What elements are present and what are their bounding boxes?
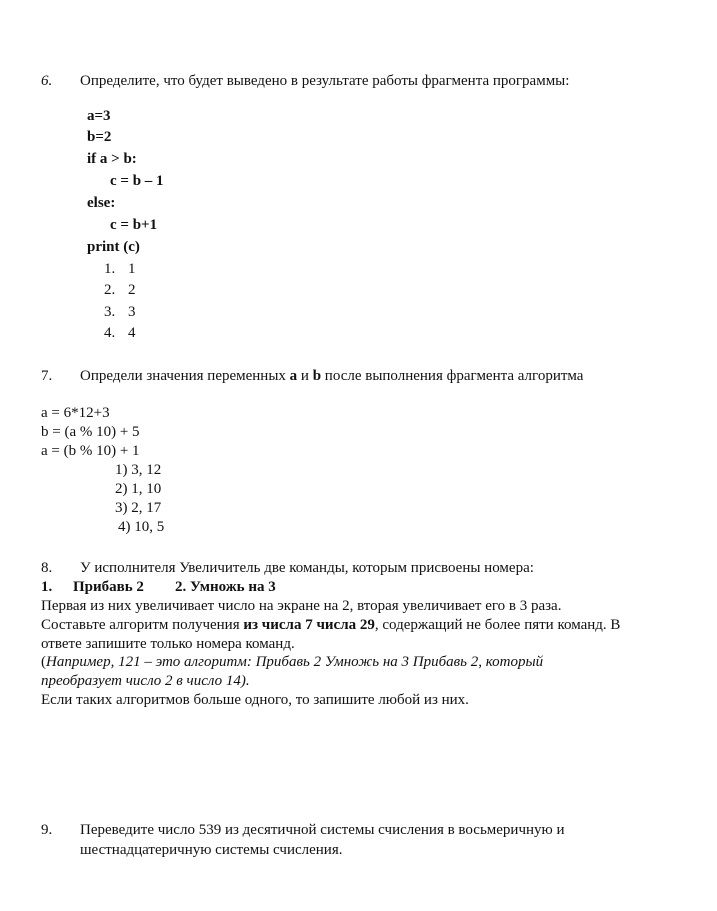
question-text-part: после выполнения фрагмента алгоритма xyxy=(321,368,584,384)
code-line: print (c) xyxy=(87,239,140,255)
example-line: преобразует число 2 в число 14). xyxy=(41,673,250,689)
text-part: , содержащий не более пяти команд. В xyxy=(374,617,621,633)
option-number: 2. xyxy=(104,282,116,298)
question-9-number: 9. xyxy=(41,822,53,838)
command-1: Прибавь 2 xyxy=(73,579,144,595)
code-line: a = 6*12+3 xyxy=(41,405,110,421)
option-text: 2) 1, 10 xyxy=(115,481,162,497)
code-line: a=3 xyxy=(87,108,111,124)
variable-a: a xyxy=(289,368,298,384)
text-part: Составьте алгоритм получения xyxy=(41,617,244,633)
question-8-number: 8. xyxy=(41,560,53,576)
option-number: 1. xyxy=(104,261,116,277)
question-7-text xyxy=(80,367,583,386)
code-line: c = b – 1 xyxy=(110,173,164,189)
question-9-text: Переведите число 539 из десятичной системы счисления в восьмеричную и xyxy=(80,822,565,838)
option-text: 4 xyxy=(128,325,136,341)
text-part-bold: из числа 7 числа 29 xyxy=(243,617,375,633)
option-text: 1 xyxy=(128,261,136,277)
question-text-part: Определи значения переменных xyxy=(80,368,290,384)
code-line: b=2 xyxy=(87,129,112,145)
option-text: 1) 3, 12 xyxy=(115,462,162,478)
option-text: 3 xyxy=(128,304,136,320)
option-number: 4. xyxy=(104,325,116,341)
code-line: a = (b % 10) + 1 xyxy=(41,443,140,459)
code-line: else: xyxy=(87,195,116,211)
question-8-intro: У исполнителя Увеличитель две команды, которым присвоены номера: xyxy=(80,560,534,576)
description-line: Если таких алгоритмов больше одного, то запишите любой из них. xyxy=(41,692,469,708)
command-1-number: 1. xyxy=(41,579,53,595)
option-text: 2 xyxy=(128,282,136,298)
text-part-italic: Например, 121 – это алгоритм: Прибавь 2 Умножь на 3 Прибавь 2, который xyxy=(46,654,544,670)
question-6-number: 6. xyxy=(41,73,53,89)
question-9-text: шестнадцатеричную системы счисления. xyxy=(80,842,343,858)
variable-b: b xyxy=(312,368,322,384)
example-line xyxy=(41,653,543,672)
question-7-number: 7. xyxy=(41,368,53,384)
option-number: 3. xyxy=(104,304,116,320)
question-text-part: и xyxy=(297,368,313,384)
code-line: c = b+1 xyxy=(110,217,158,233)
question-6-text: Определите, что будет выведено в результате работы фрагмента программы: xyxy=(80,73,570,89)
text-part: ( xyxy=(41,654,46,670)
description-line: Первая из них увеличивает число на экране на 2, вторая увеличивает его в 3 раза. xyxy=(41,598,562,614)
description-line: ответе запишите только номера команд. xyxy=(41,636,295,652)
code-line: b = (a % 10) + 5 xyxy=(41,424,140,440)
code-line: if a > b: xyxy=(87,151,137,167)
option-text: 3) 2, 17 xyxy=(115,500,162,516)
description-line xyxy=(41,616,620,635)
command-2: 2. Умножь на 3 xyxy=(175,579,276,595)
option-text: 4) 10, 5 xyxy=(118,519,165,535)
